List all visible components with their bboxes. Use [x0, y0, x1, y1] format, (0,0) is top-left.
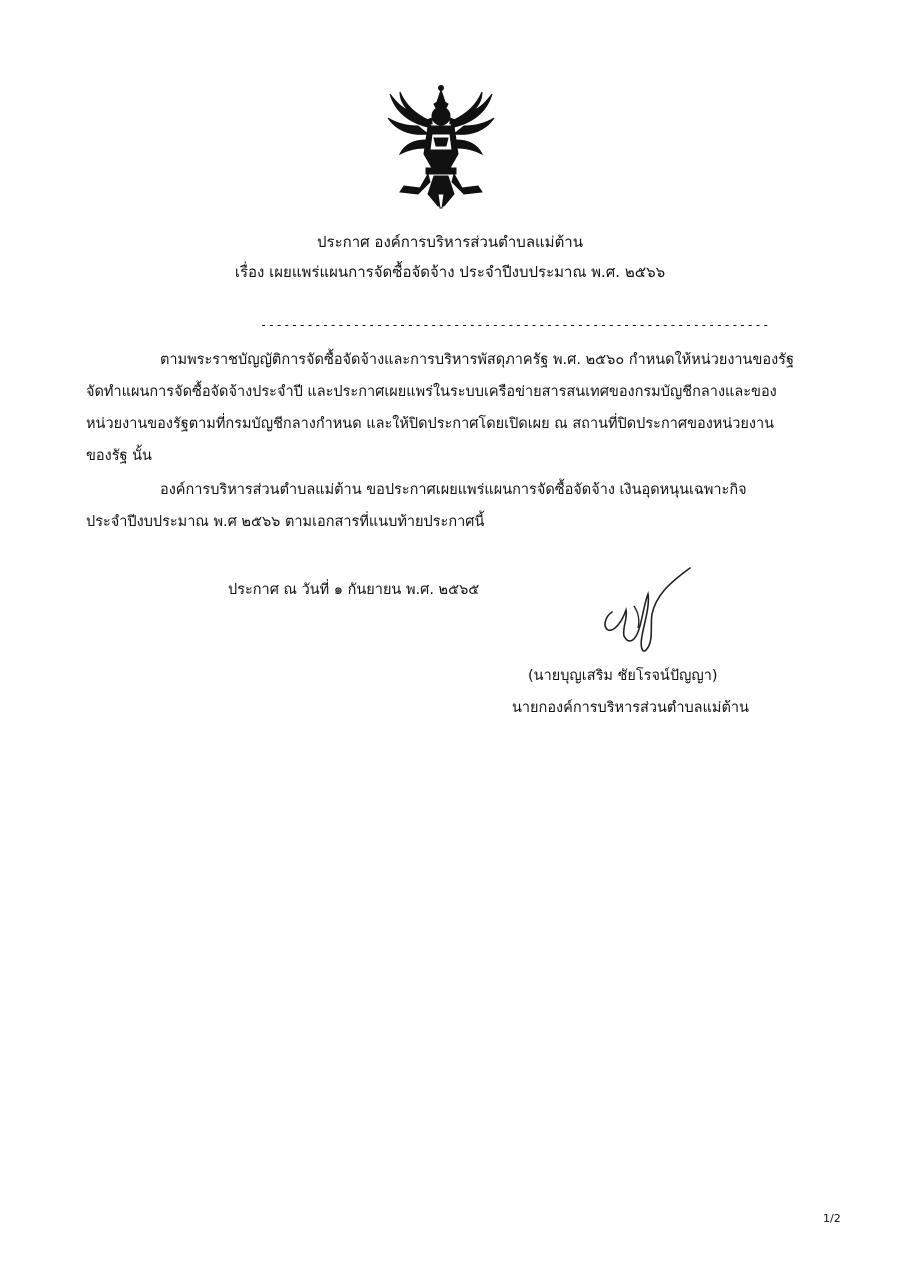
paragraph2-line1: องค์การบริหารส่วนตำบลแม่ต้าน ขอประกาศเผยแพร่แผนการจัดซื้อจัดจ้าง เงินอุดหนุนเฉพาะกิจ — [160, 482, 747, 498]
signatory-name: (นายบุญเสริม ชัยโรจน์ปัญญา) — [528, 668, 718, 684]
paragraph1-line3: หน่วยงานของรัฐตามที่กรมบัญชีกลางกำหนด และให้ปิดประกาศโดยเปิดเผย ณ สถานที่ปิดประกาศของหน่วยงาน — [86, 416, 775, 432]
announcement-date: ประกาศ ณ วันที่ ๑ กันยายน พ.ศ. ๒๕๖๕ — [228, 582, 480, 598]
page-number: 1/2 — [823, 1212, 841, 1225]
handwritten-signature — [598, 566, 694, 658]
paragraph2-line2: ประจำปีงบประมาณ พ.ศ ๒๕๖๖ ตามเอกสารที่แนบท้ายประกาศนี้ — [86, 514, 485, 530]
paragraph1-line1: ตามพระราชบัญญัติการจัดซื้อจัดจ้างและการบริหารพัสดุภาครัฐ พ.ศ. ๒๕๖๐ กำหนดให้หน่วยงานของรัฐ — [160, 352, 794, 368]
signatory-position: นายกองค์การบริหารส่วนตำบลแม่ต้าน — [512, 700, 749, 716]
paragraph1-line4: ของรัฐ นั้น — [86, 448, 152, 464]
garuda-emblem-icon — [382, 84, 500, 210]
divider-line: ------------------------------------------------------------------ — [260, 318, 770, 332]
announcement-subject: เรื่อง เผยแพร่แผนการจัดซื้อจัดจ้าง ประจำปีงบประมาณ พ.ศ. ๒๕๖๖ — [234, 263, 666, 281]
announcement-title: ประกาศ องค์การบริหารส่วนตำบลแม่ต้าน — [317, 233, 583, 251]
paragraph1-line2: จัดทำแผนการจัดซื้อจัดจ้างประจำปี และประกาศเผยแพร่ในระบบเครือข่ายสารสนเทศของกรมบัญชีกลางและของ — [86, 384, 777, 400]
